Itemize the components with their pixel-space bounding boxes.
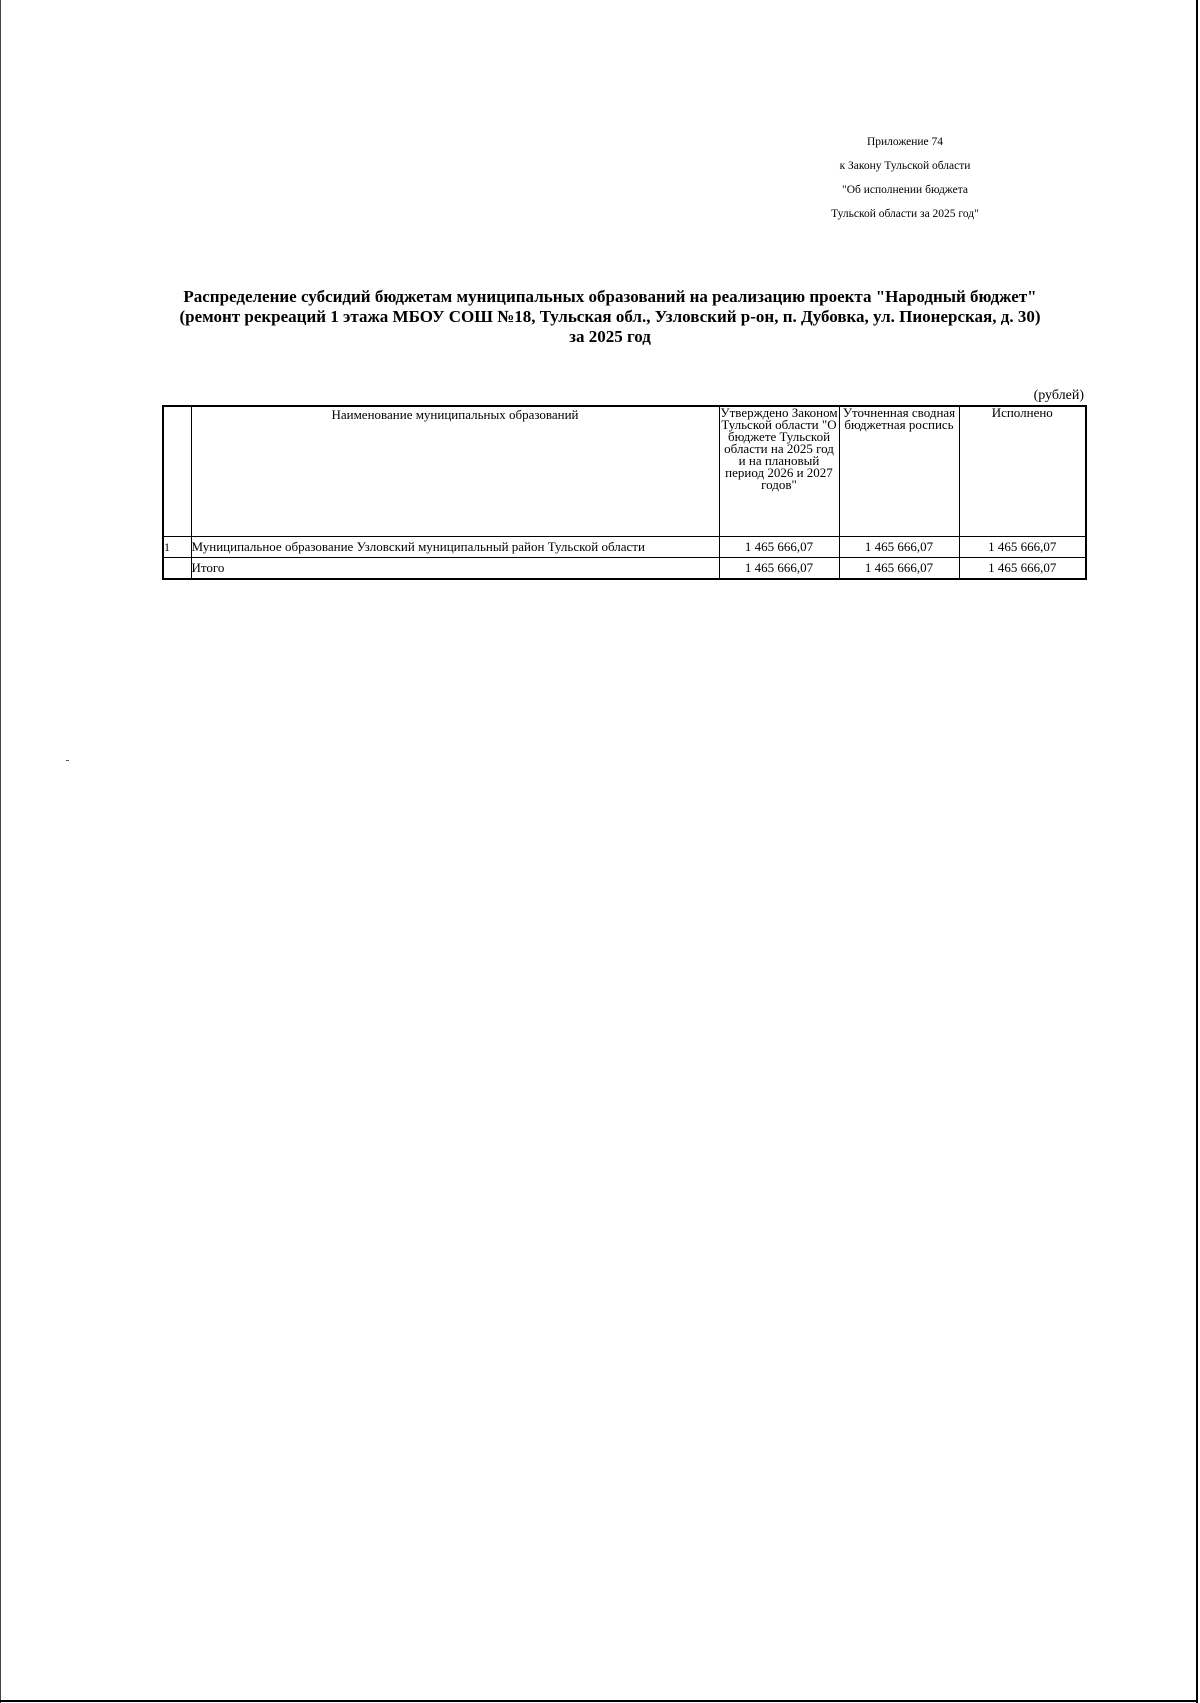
document-title (140, 287, 1080, 347)
appendix-line-4: Тульской области за 2025 год" (831, 208, 979, 220)
header-num (163, 406, 191, 537)
total-executed: 1 465 666,07 (959, 558, 1086, 580)
table-row (163, 537, 1086, 558)
title-line-2: (ремонт рекреаций 1 этажа МБОУ СОШ №18, Тульская обл., Узловский р-он, п. Дубовка, ул. Пионерская, д. 30) (179, 307, 1041, 326)
header-refined: Уточненная сводная бюджетная роспись (839, 406, 959, 537)
appendix-line-3: "Об исполнении бюджета (842, 184, 968, 196)
total-name: Итого (191, 558, 719, 580)
row-num: 1 (163, 537, 191, 558)
header-approved: Утверждено Законом Тульской области "О бюджете Тульской области на 2025 год и на плановый период 2026 и 2027 годов" (719, 406, 839, 537)
total-approved: 1 465 666,07 (719, 558, 839, 580)
total-num (163, 558, 191, 580)
title-line-1: Распределение субсидий бюджетам муниципальных образований на реализацию проекта "Народный бюджет" (183, 287, 1037, 306)
table-header-row (163, 406, 1086, 537)
title-line-3: за 2025 год (569, 327, 651, 346)
row-executed: 1 465 666,07 (959, 537, 1086, 558)
row-name: Муниципальное образование Узловский муниципальный район Тульской области (191, 537, 719, 558)
appendix-line-2: к Закону Тульской области (839, 160, 971, 172)
row-refined: 1 465 666,07 (839, 537, 959, 558)
appendix-line-1: Приложение 74 (866, 136, 944, 148)
appendix-note (760, 130, 1050, 226)
header-executed: Исполнено (959, 406, 1086, 537)
table-total-row (163, 558, 1086, 580)
page-border-bottom (0, 1700, 1198, 1702)
scan-speck (66, 760, 69, 761)
row-approved: 1 465 666,07 (719, 537, 839, 558)
page-border-right (1196, 0, 1198, 1703)
currency-unit: (рублей) (1033, 388, 1084, 403)
subsidy-table (162, 405, 1087, 580)
total-refined: 1 465 666,07 (839, 558, 959, 580)
page-border-left (0, 0, 1, 1703)
header-name: Наименование муниципальных образований (191, 406, 719, 537)
